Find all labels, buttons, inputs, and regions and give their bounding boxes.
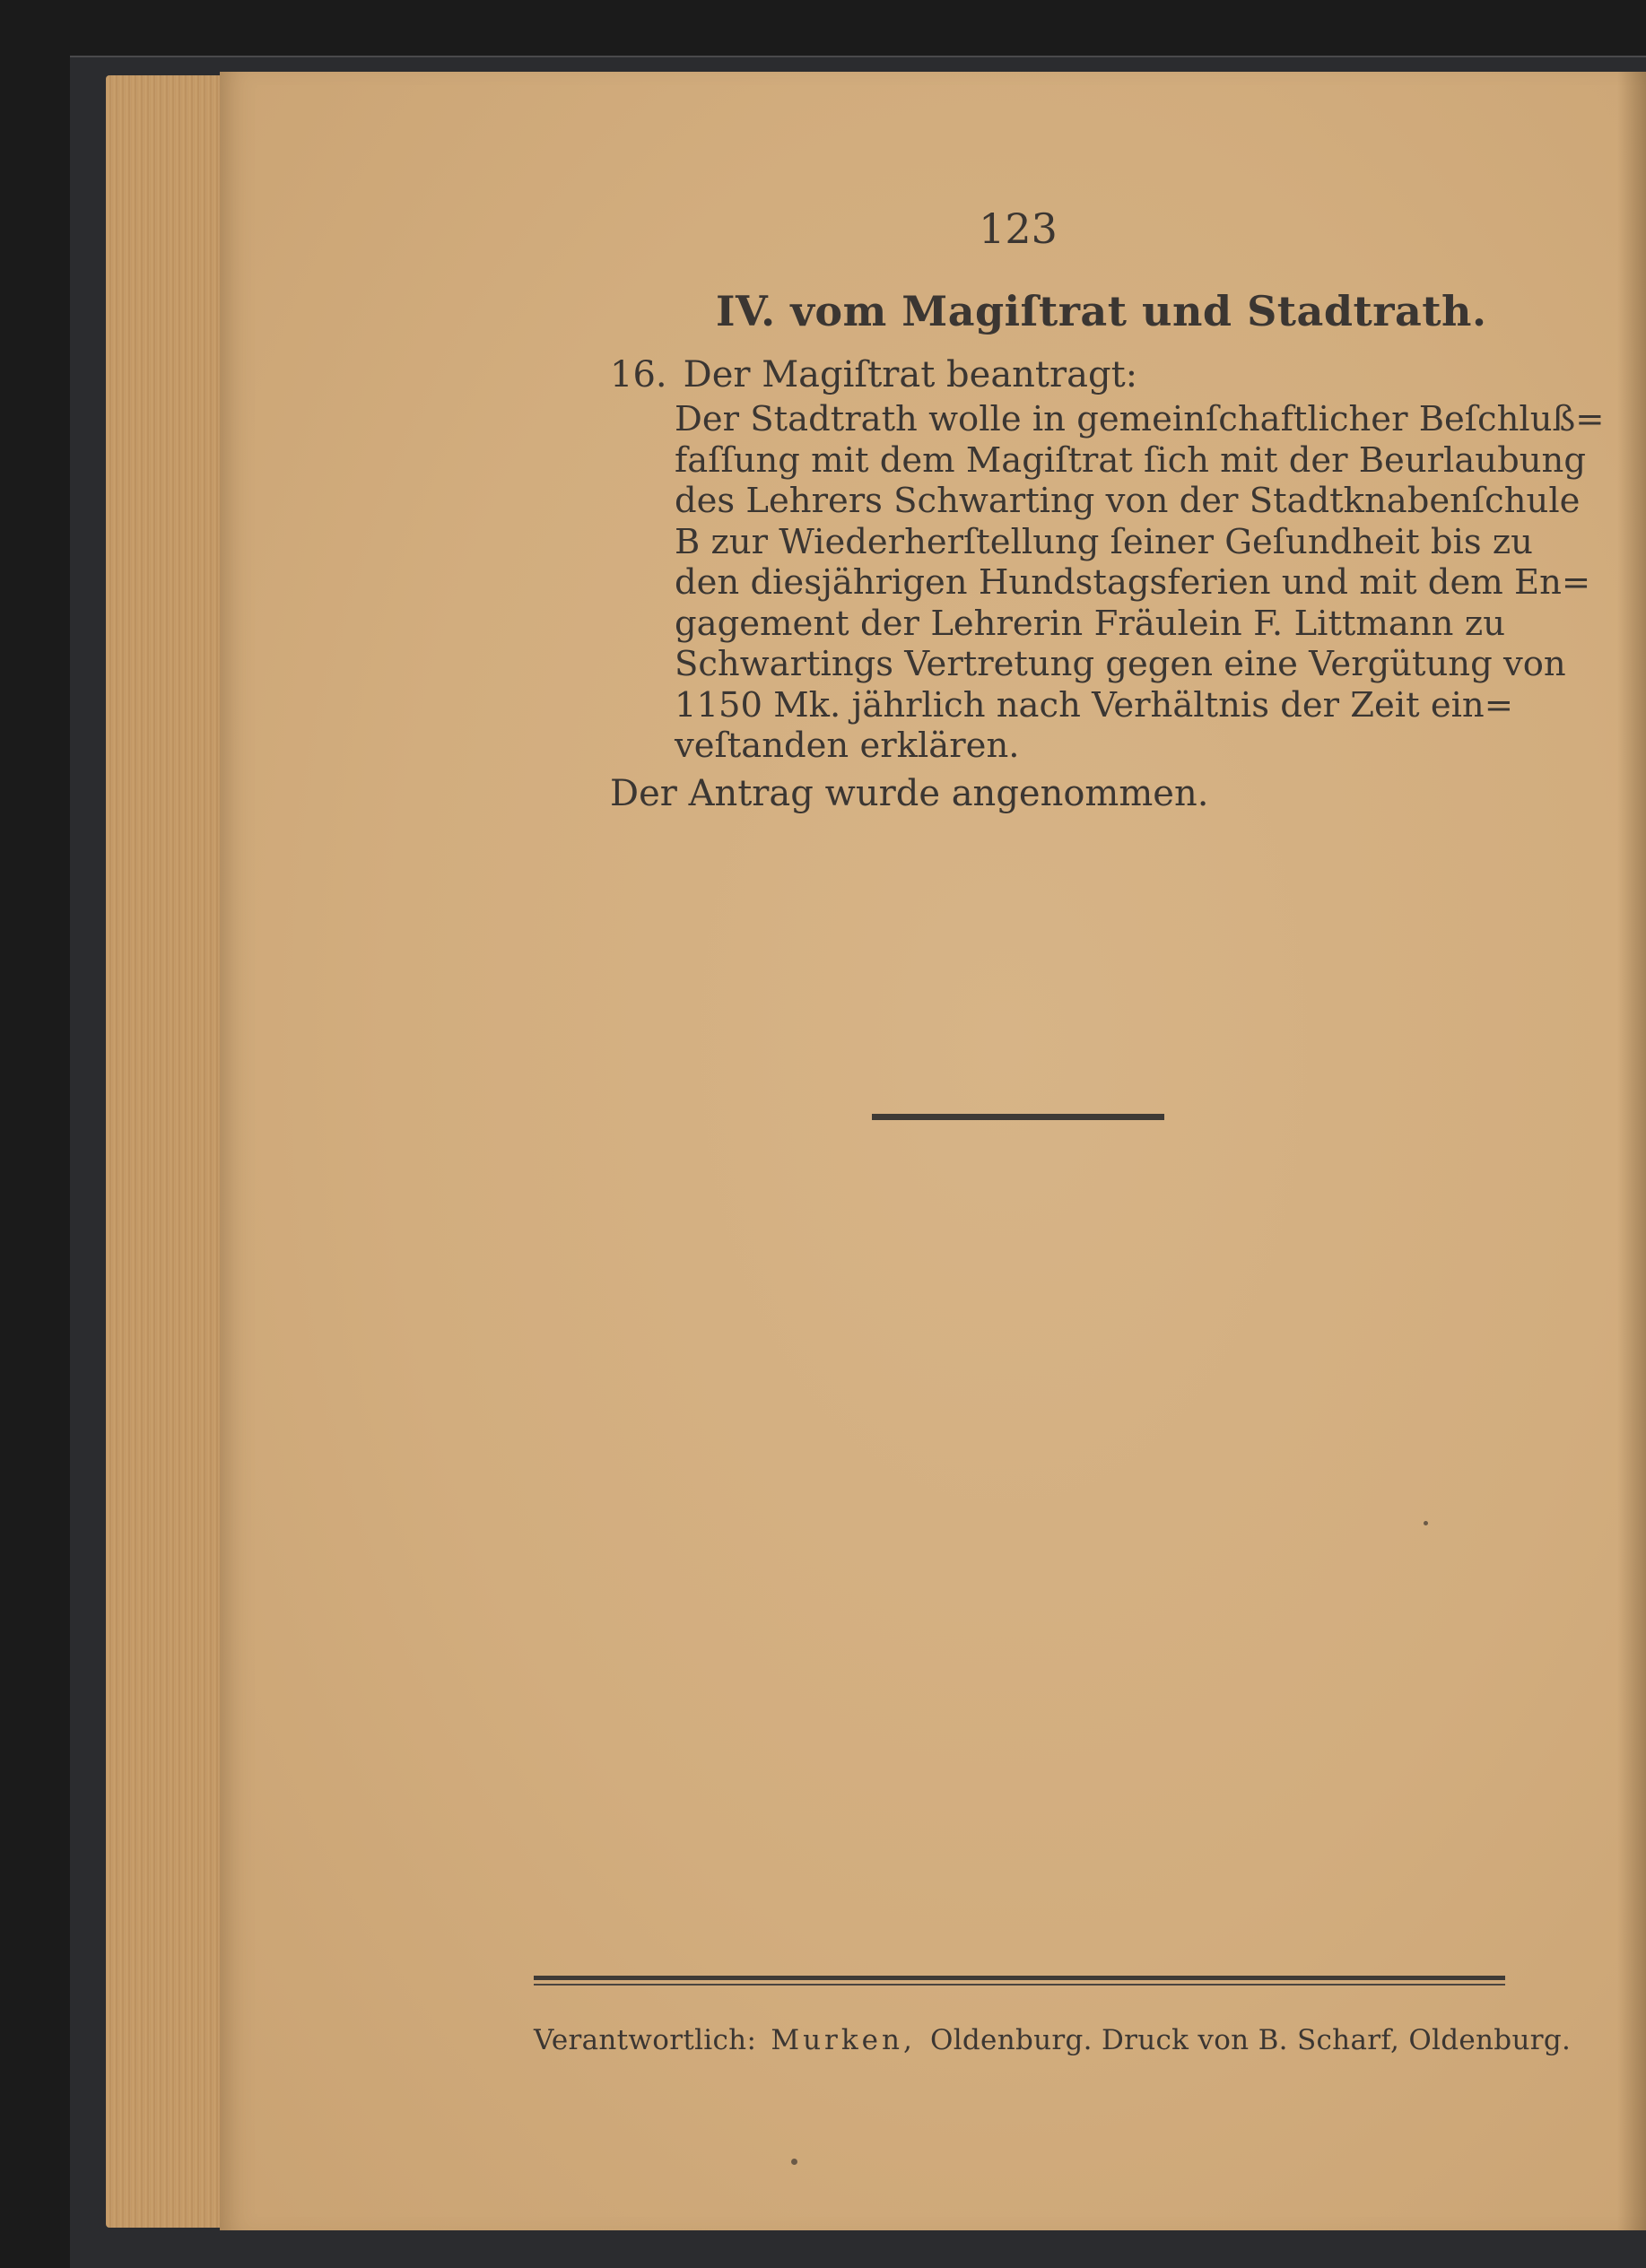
footer-rule-thin [534, 1984, 1505, 1986]
motion-line: Schwartings Vertretung gegen eine Vergütung von [675, 644, 1566, 684]
motion-line: Der Stadtrath wolle in gemeinſchaftlicher Beſchluß= [675, 399, 1605, 439]
page-number: 123 [979, 204, 1058, 253]
paper-speck [791, 2159, 797, 2165]
imprint-responsible-place: Oldenburg. [929, 2024, 1093, 2056]
imprint-responsible-label: Verantwortlich: [534, 2024, 757, 2056]
motion-line: den diesjährigen Hundstagsferien und mit dem En= [675, 562, 1591, 603]
motion-line: 1150 Mk. jährlich nach Verhältnis der Zeit ein= [675, 684, 1513, 726]
page-gutter-shadow [1617, 72, 1646, 2230]
motion-line: B zur Wiederherſtellung ſeiner Geſundheit bis zu [675, 521, 1533, 562]
motion-line: veſtanden erklären. [675, 726, 1020, 766]
paper-speck [1424, 1521, 1428, 1525]
motion-line: gagement der Lehrerin Fräulein F. Littmann zu [675, 603, 1505, 644]
footer-rule [534, 1976, 1505, 1980]
motion-line: des Lehrers Schwarting von der Stadtknabenſchule [675, 481, 1581, 521]
section-divider [872, 1114, 1164, 1120]
agenda-item-intro-text: Der Magiſtrat beantragt: [683, 354, 1138, 395]
book-page [220, 72, 1646, 2230]
imprint-printer: Druck von B. Scharf, Oldenburg. [1101, 2024, 1572, 2056]
section-heading: IV. vom Magiſtrat und Stadtrath. [716, 287, 1487, 335]
imprint-responsible-name: Murken, [771, 2024, 916, 2056]
motion-line: faſſung mit dem Magiſtrat ſich mit der Beurlaubung [675, 439, 1586, 481]
agenda-item-intro [610, 354, 1238, 395]
motion-paragraph [675, 399, 1605, 767]
imprint-line [534, 2024, 1572, 2056]
motion-result: Der Antrag wurde angenommen. [610, 773, 1209, 814]
agenda-item-number: 16. [610, 354, 667, 395]
